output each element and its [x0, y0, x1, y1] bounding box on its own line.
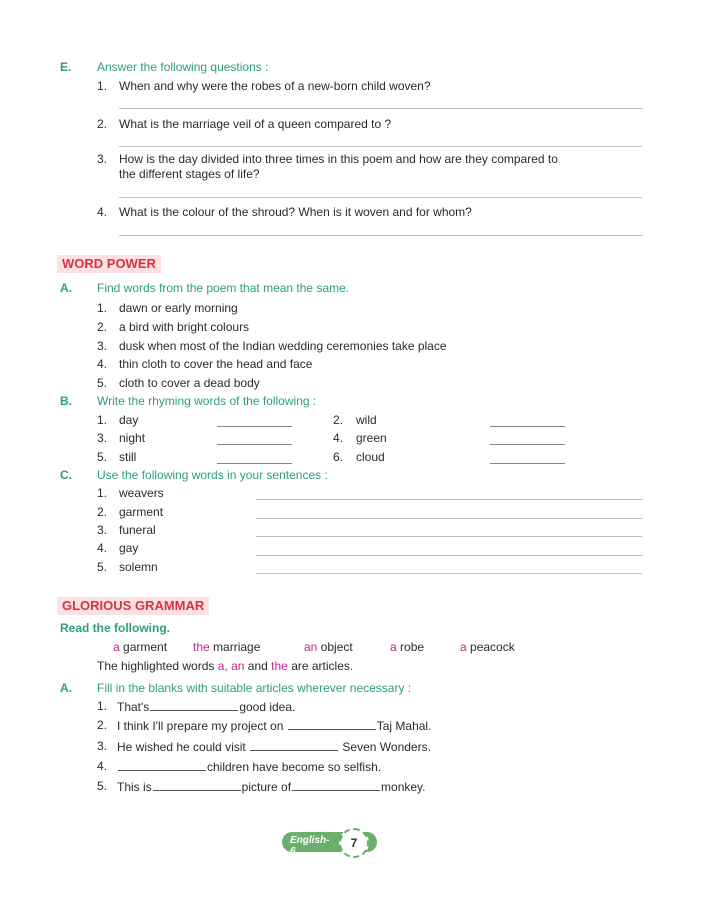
answer-line[interactable]	[119, 146, 642, 147]
item-text: thin cloth to cover the head and face	[119, 357, 313, 371]
vocab-word: weavers	[119, 486, 164, 500]
question-text-cont: the different stages of life?	[119, 167, 260, 181]
rhyme-blank[interactable]	[217, 426, 292, 427]
sentence-line[interactable]	[256, 499, 642, 500]
rhyme-blank[interactable]	[217, 463, 292, 464]
section-b-title: Write the rhyming words of the following :	[97, 394, 317, 408]
page-number: 7	[339, 828, 369, 858]
sentence-line[interactable]	[256, 555, 642, 556]
item-number: 2.	[333, 413, 344, 427]
question-text: What is the colour of the shroud? When is it woven and for whom?	[119, 205, 472, 219]
section-a-title: Find words from the poem that mean the same.	[97, 281, 350, 295]
item-text: dawn or early morning	[119, 301, 238, 315]
vocab-word: gay	[119, 541, 139, 555]
answer-line[interactable]	[119, 197, 642, 198]
fill-sentence: children have become so selfish.	[117, 759, 381, 774]
rhyme-word: night	[119, 431, 146, 445]
note-text: are articles.	[287, 659, 354, 673]
section-a-letter: A.	[60, 281, 72, 295]
item-number: 2.	[97, 320, 108, 334]
section-c-letter: C.	[60, 468, 72, 482]
item-number: 4.	[97, 759, 108, 773]
note-text: The highlighted words	[97, 659, 218, 673]
article: an	[231, 659, 245, 673]
article-example	[460, 640, 515, 654]
question-number: 2.	[97, 117, 108, 131]
sentence-line[interactable]	[256, 573, 642, 574]
rhyme-word: green	[356, 431, 387, 445]
article-example	[390, 640, 424, 654]
rhyme-blank[interactable]	[490, 426, 565, 427]
noun: robe	[400, 640, 425, 654]
item-number: 1.	[97, 486, 108, 500]
noun: object	[320, 640, 353, 654]
vocab-word: solemn	[119, 560, 158, 574]
item-number: 4.	[97, 541, 108, 555]
read-instruction: Read the following.	[60, 621, 170, 635]
section-e-letter: E.	[60, 60, 72, 74]
article: a,	[217, 659, 228, 673]
item-text: a bird with bright colours	[119, 320, 250, 334]
item-number: 5.	[97, 450, 108, 464]
noun: garment	[123, 640, 168, 654]
item-text: cloth to cover a dead body	[119, 376, 260, 390]
section-b-letter: B.	[60, 394, 72, 408]
item-number: 5.	[97, 376, 108, 390]
grammar-heading: GLORIOUS GRAMMAR	[57, 597, 209, 615]
question-number: 4.	[97, 205, 108, 219]
fill-blank[interactable]	[118, 759, 206, 771]
fill-blank[interactable]	[288, 718, 376, 730]
noun: peacock	[470, 640, 515, 654]
fill-blank[interactable]	[250, 739, 338, 751]
item-number: 2.	[97, 505, 108, 519]
question-number: 1.	[97, 79, 108, 93]
item-text: dusk when most of the Indian wedding ceremonies take place	[119, 339, 447, 353]
answer-line[interactable]	[119, 235, 642, 236]
articles-note	[97, 659, 353, 673]
article: a	[390, 640, 397, 654]
item-number: 3.	[97, 431, 108, 445]
vocab-word: garment	[119, 505, 164, 519]
question-text: What is the marriage veil of a queen compared to ?	[119, 117, 392, 131]
article-example	[304, 640, 353, 654]
section-c-title: Use the following words in your sentences :	[97, 468, 328, 482]
answer-line[interactable]	[119, 108, 642, 109]
question-number: 3.	[97, 152, 108, 166]
article: the	[193, 640, 210, 654]
book-label: English-6	[290, 835, 330, 857]
item-number: 6.	[333, 450, 344, 464]
rhyme-word: still	[119, 450, 137, 464]
sentence-line[interactable]	[256, 518, 642, 519]
fill-sentence: I think I'll prepare my project on Taj Mahal.	[117, 719, 432, 733]
article-example	[193, 640, 260, 654]
note-text: and	[244, 659, 272, 673]
item-number: 5.	[97, 560, 108, 574]
word-power-heading: WORD POWER	[57, 255, 161, 273]
item-number: 1.	[97, 699, 108, 713]
grammar-a-title: Fill in the blanks with suitable articles wherever necessary :	[97, 681, 412, 695]
article: a	[460, 640, 467, 654]
rhyme-blank[interactable]	[217, 444, 292, 445]
fill-sentence: This is picture of monkey.	[117, 780, 426, 794]
fill-blank[interactable]	[153, 779, 241, 791]
rhyme-blank[interactable]	[490, 463, 565, 464]
section-e-title: Answer the following questions :	[97, 60, 269, 74]
question-text: When and why were the robes of a new-born child woven?	[119, 79, 431, 93]
fill-sentence: That's good idea.	[117, 700, 296, 714]
fill-sentence: He wished he could visit Seven Wonders.	[117, 740, 431, 754]
item-number: 1.	[97, 301, 108, 315]
fill-blank[interactable]	[150, 699, 238, 711]
item-number: 5.	[97, 779, 108, 793]
item-number: 2.	[97, 718, 108, 732]
item-number: 4.	[333, 431, 344, 445]
item-number: 3.	[97, 523, 108, 537]
rhyme-word: cloud	[356, 450, 385, 464]
item-number: 3.	[97, 339, 108, 353]
rhyme-blank[interactable]	[490, 444, 565, 445]
question-text: How is the day divided into three times in this poem and how are they compared to	[119, 152, 558, 166]
vocab-word: funeral	[119, 523, 156, 537]
article: a	[113, 640, 120, 654]
article: an	[304, 640, 318, 654]
article-example	[113, 640, 167, 654]
item-number: 3.	[97, 739, 108, 753]
rhyme-word: day	[119, 413, 139, 427]
sentence-line[interactable]	[256, 536, 642, 537]
rhyme-word: wild	[356, 413, 377, 427]
article: the	[271, 659, 288, 673]
grammar-a-letter: A.	[60, 681, 72, 695]
item-number: 1.	[97, 413, 108, 427]
fill-blank[interactable]	[292, 779, 380, 791]
item-number: 4.	[97, 357, 108, 371]
noun: marriage	[213, 640, 261, 654]
